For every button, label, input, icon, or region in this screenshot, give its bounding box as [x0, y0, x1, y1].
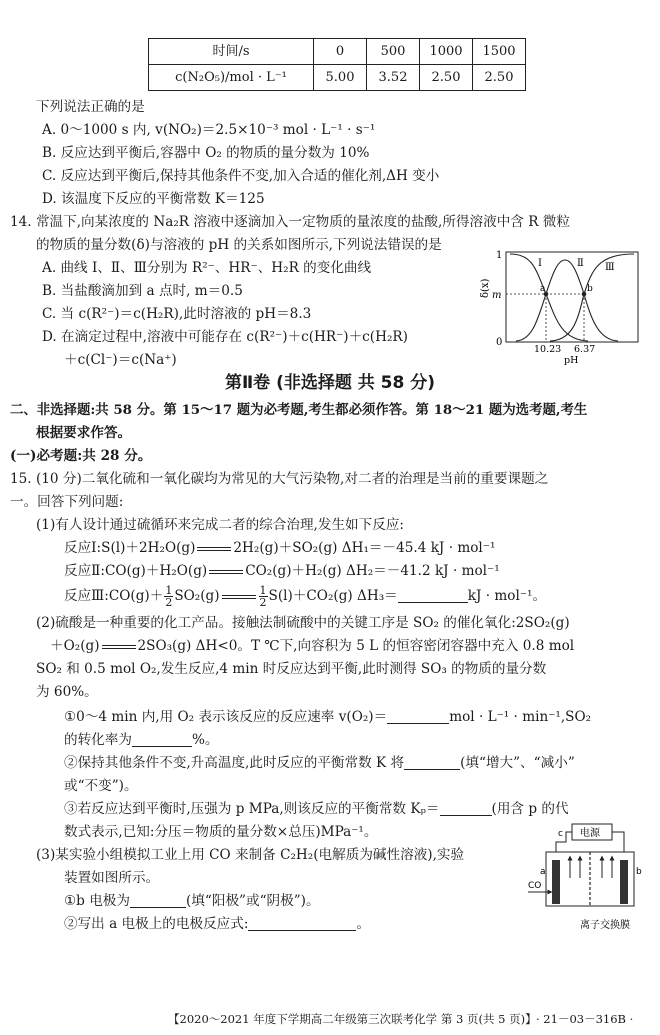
- b-label: b: [636, 867, 642, 877]
- equilibrium-arrow-icon: [209, 570, 243, 574]
- q14-option-d-line2: ＋c(Cl⁻)＝c(Na⁺): [64, 352, 177, 368]
- part3-sub1: [64, 890, 320, 913]
- part3-sub1-b: (填“阳极”或“阴极”)。: [186, 893, 320, 909]
- equilibrium-arrow-icon: [102, 645, 136, 649]
- electrolysis-apparatus: [528, 822, 652, 934]
- sub1-text-c: 的转化率为: [64, 732, 132, 748]
- reaction-3-part-c: S(l)＋CO₂(g) ΔH₃＝: [268, 588, 398, 604]
- reaction-3-part-d: kJ · mol⁻¹。: [467, 588, 547, 604]
- q13-option-b: B. 反应达到平衡后,容器中 O₂ 的物质的量分数为 10%: [42, 145, 370, 161]
- sub2-line1: [64, 752, 575, 775]
- sub1-line1: [64, 706, 591, 729]
- graph-y-tick-1: 1: [496, 250, 503, 261]
- graph-x-label: pH: [564, 355, 579, 366]
- table-cell: 3.52: [367, 65, 420, 91]
- answer-blank[interactable]: [132, 730, 192, 747]
- graph-point-a-label: a: [540, 284, 546, 294]
- sub2-text-b: (填“增大”、“减小”: [460, 755, 575, 771]
- curve-2: [516, 260, 618, 341]
- distribution-graph: [478, 240, 643, 368]
- sub3-text-b: (用含 p 的代: [491, 801, 569, 817]
- reaction-3-part-b: SO₂(g): [174, 588, 220, 604]
- section-title: 第Ⅱ卷 (非选择题 共 58 分): [224, 373, 436, 393]
- q15-part2-line3: SO₂ 和 0.5 mol O₂,发生反应,4 min 时反应达到平衡,此时测得 SO₃ 的物质的量分数: [36, 661, 547, 677]
- q14-option-b: B. 当盐酸滴加到 a 点时, m＝0.5: [42, 283, 243, 299]
- fraction-numerator: 1: [165, 584, 173, 597]
- section-instructions-line1: 二、非选择题:共 58 分。第 15～17 题为必考题,考生都必须作答。第 18～21 题为选考题,考生: [10, 402, 588, 418]
- reaction-2-left: 反应Ⅱ:CO(g)＋H₂O(g): [64, 563, 208, 579]
- answer-blank[interactable]: [387, 707, 449, 724]
- q15-intro-line1: 15. (10 分)二氧化硫和一氧化碳均为常见的大气污染物,对二者的治理是当前的重要课题之: [10, 471, 549, 487]
- part3-sub1-a: ①b 电极为: [64, 893, 130, 909]
- graph-y-tick-0: 0: [496, 337, 503, 348]
- a-label: a: [540, 867, 546, 877]
- required-heading: (一)必考题:共 28 分。: [10, 448, 152, 464]
- table-row: [149, 65, 526, 91]
- table-cell: 2.50: [420, 65, 473, 91]
- sub3-line2: 数式表示,已知:分压＝物质的量分数×总压)MPa⁻¹。: [64, 824, 378, 840]
- half-fraction: [259, 585, 268, 608]
- answer-blank[interactable]: [130, 891, 186, 908]
- membrane-label: 离子交换膜: [580, 920, 630, 931]
- q13-option-d: D. 该温度下反应的平衡常数 K＝125: [42, 191, 265, 207]
- equilibrium-arrow-icon: [222, 595, 256, 599]
- sub1-line2: [64, 729, 218, 752]
- q13-stem: 下列说法正确的是: [36, 99, 145, 115]
- answer-blank[interactable]: [248, 914, 356, 931]
- sub1-text-a: ①0～4 min 内,用 O₂ 表示该反应的反应速率 v(O₂)＝: [64, 709, 388, 725]
- table-cell: 0: [314, 39, 367, 65]
- power-source-label: 电源: [580, 828, 600, 839]
- table-cell: 500: [367, 39, 420, 65]
- graph-x-tick-1: 10.23: [534, 344, 562, 355]
- answer-blank[interactable]: [398, 586, 468, 603]
- electrode-b: [620, 860, 628, 904]
- reaction-3: [64, 585, 546, 608]
- table-row: [149, 39, 526, 65]
- sub3-text-a: ③若反应达到平衡时,压强为 p MPa,则该反应的平衡常数 Kₚ＝: [64, 801, 440, 817]
- sub3-line1: [64, 798, 569, 821]
- graph-y-tick-m: m: [492, 290, 502, 301]
- sub1-text-b: mol · L⁻¹ · min⁻¹,SO₂: [449, 709, 592, 725]
- q14-option-d-line1: D. 在滴定过程中,溶液中可能存在 c(R²⁻)＋c(HR⁻)＋c(H₂R): [42, 329, 408, 345]
- equilibrium-arrow-icon: [197, 547, 231, 551]
- fraction-numerator: 1: [259, 584, 267, 597]
- reaction-1-left: 反应Ⅰ:S(l)＋2H₂O(g): [64, 540, 196, 556]
- reaction-2-right: CO₂(g)＋H₂(g) ΔH₂＝－41.2 kJ · mol⁻¹: [245, 563, 500, 579]
- reaction-1-right: 2H₂(g)＋SO₂(g) ΔH₁＝－45.4 kJ · mol⁻¹: [233, 540, 496, 556]
- curve-2-label: Ⅱ: [577, 258, 584, 269]
- part3-sub2-a: ②写出 a 电极上的电极反应式:: [64, 916, 249, 932]
- answer-blank[interactable]: [404, 753, 460, 770]
- q14-option-a: A. 曲线 Ⅰ、Ⅱ、Ⅲ分别为 R²⁻、HR⁻、H₂R 的变化曲线: [42, 260, 372, 276]
- q15-part2-line4: 为 60%。: [36, 684, 98, 700]
- graph-point-b-label: b: [587, 284, 593, 294]
- reaction-2: [64, 560, 500, 583]
- reaction-3-part-a: 反应Ⅲ:CO(g)＋: [64, 588, 164, 604]
- page-footer: 【2020～2021 年度下学期高二年级第三次联考化学 第 3 页(共 5 页)】: [168, 1012, 537, 1026]
- table-cell: 时间/s: [149, 39, 314, 65]
- table-cell: 1500: [473, 39, 526, 65]
- q14-option-c: C. 当 c(R²⁻)＝c(H₂R),此时溶液的 pH＝8.3: [42, 306, 312, 322]
- q14-stem-line1: 14. 常温下,向某浓度的 Na₂R 溶液中逐滴加入一定物质的量浓度的盐酸,所得溶液中含 R 微粒: [10, 214, 570, 230]
- q15-part3-line2: 装置如图所示。: [64, 870, 160, 886]
- answer-blank[interactable]: [440, 799, 492, 816]
- graph-point-b: [582, 292, 587, 297]
- section-instructions-line2: 根据要求作答。: [36, 425, 132, 441]
- table-cell: 2.50: [473, 65, 526, 91]
- paper-code: · 21－03－316B ·: [536, 1012, 634, 1026]
- part3-sub2-b: 。: [356, 916, 371, 932]
- concentration-table: [148, 38, 526, 91]
- half-fraction: [164, 585, 173, 608]
- table-cell: 5.00: [314, 65, 367, 91]
- q15-part2-line1: (2)硫酸是一种重要的化工产品。接触法制硫酸中的关键工序是 SO₂ 的催化氧化:2SO₂(g): [36, 615, 570, 631]
- reaction-1: [64, 537, 495, 560]
- sub2-text-a: ②保持其他条件不变,升高温度,此时反应的平衡常数 K 将: [64, 755, 405, 771]
- curve-1-label: Ⅰ: [538, 258, 542, 269]
- part3-sub2: [64, 913, 370, 936]
- part2-line2-b: 2SO₃(g) ΔH<0。T ℃下,向容积为 5 L 的恒容密闭容器中充入 0.8 mol: [137, 638, 575, 654]
- q15-part1: (1)有人设计通过硫循环来完成二者的综合治理,发生如下反应:: [36, 517, 404, 533]
- fraction-denominator: 2: [259, 596, 267, 609]
- sub1-text-d: %。: [191, 732, 219, 748]
- q15-intro-line2: 一。回答下列问题:: [10, 494, 124, 510]
- part2-line2-a: ＋O₂(g): [50, 638, 100, 654]
- curve-3: [550, 254, 634, 341]
- table-cell: c(N₂O₅)/mol · L⁻¹: [149, 65, 314, 91]
- fraction-denominator: 2: [165, 596, 173, 609]
- graph-y-label: δ(x): [480, 278, 491, 298]
- co-label: CO: [528, 881, 542, 891]
- electrode-a: [552, 860, 560, 904]
- q13-option-a: A. 0～1000 s 内, v(NO₂)＝2.5×10⁻³ mol · L⁻¹ · s⁻¹: [42, 122, 376, 138]
- sub2-line2: 或“不变”)。: [64, 778, 138, 794]
- table-cell: 1000: [420, 39, 473, 65]
- curve-3-label: Ⅲ: [605, 262, 615, 273]
- q13-option-c: C. 反应达到平衡后,保持其他条件不变,加入合适的催化剂,ΔH 变小: [42, 168, 440, 184]
- q15-part3-line1: (3)某实验小组模拟工业上用 CO 来制备 C₂H₂(电解质为碱性溶液),实验: [36, 847, 465, 863]
- c-label: c: [558, 829, 563, 839]
- q15-part2-line2: [50, 635, 574, 658]
- q14-stem-line2: 的物质的量分数(δ)与溶液的 pH 的关系如图所示,下列说法错误的是: [36, 237, 442, 253]
- graph-x-tick-2: 6.37: [574, 344, 596, 355]
